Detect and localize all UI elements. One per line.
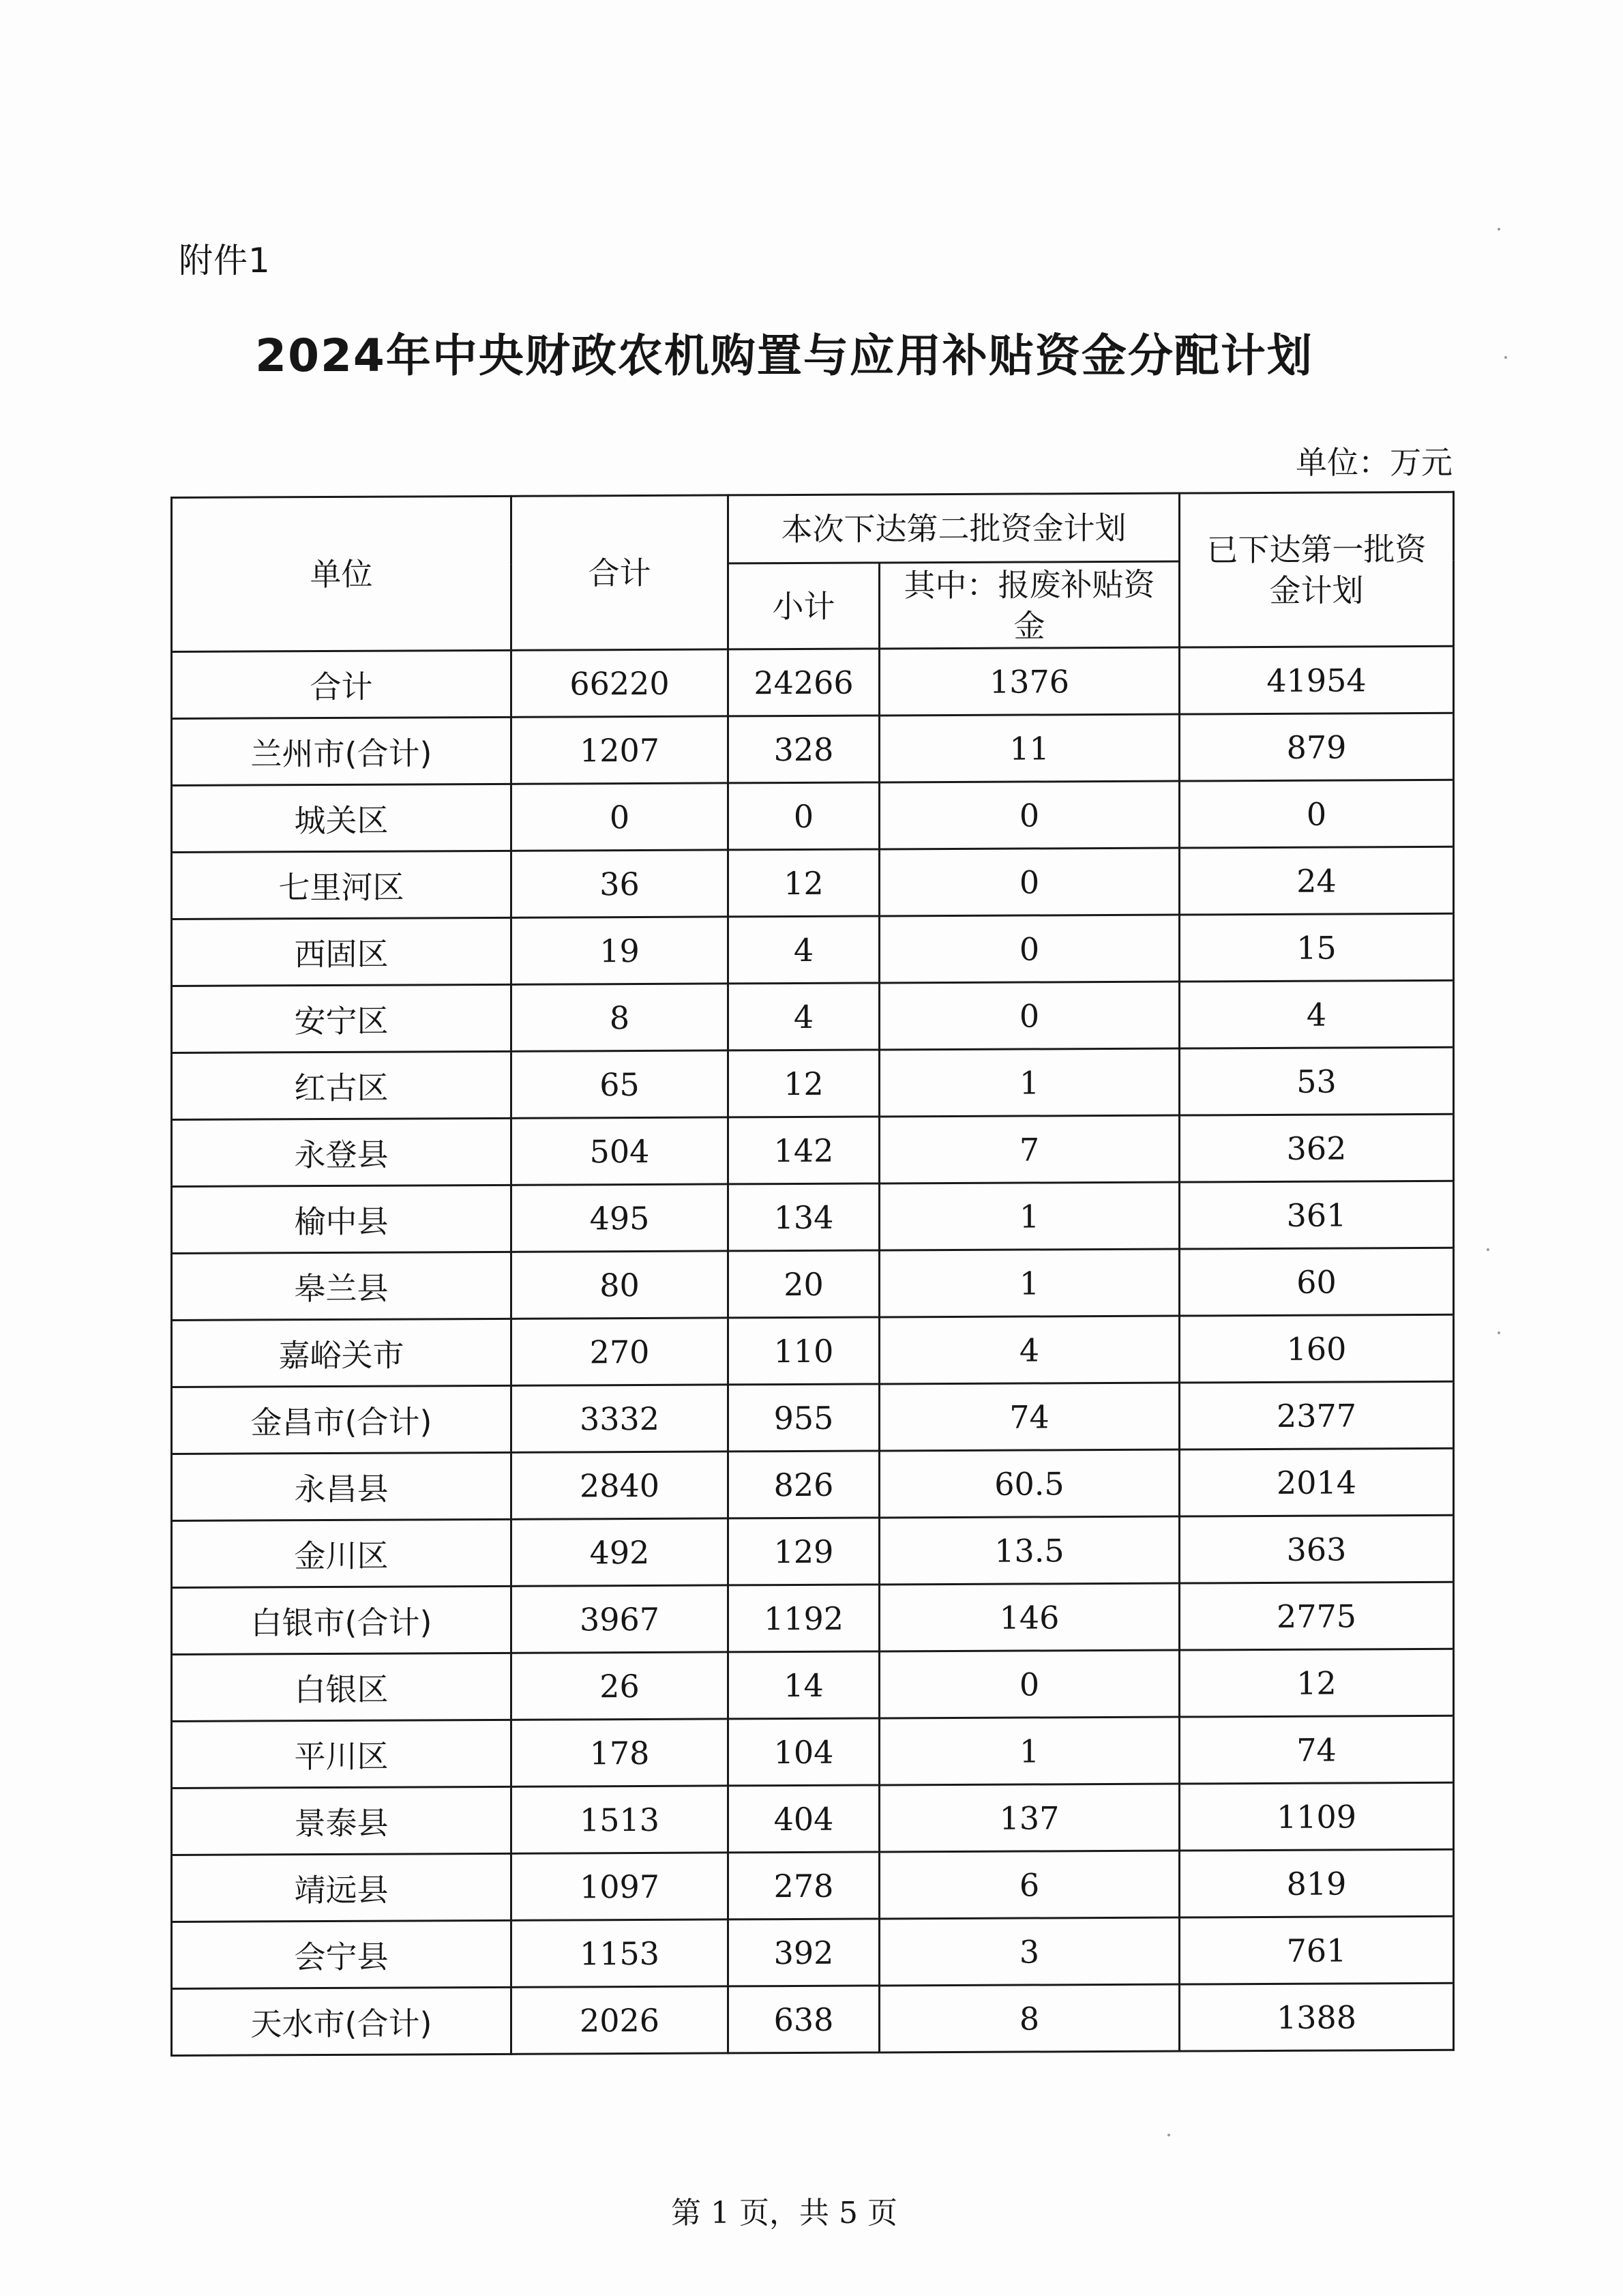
cell-scrap-subsidy: 1 <box>880 1717 1180 1785</box>
cell-subtotal: 20 <box>728 1250 880 1318</box>
cell-total: 1513 <box>511 1786 728 1853</box>
cell-subtotal: 129 <box>728 1518 880 1585</box>
cell-first-batch: 2775 <box>1180 1582 1454 1650</box>
cell-scrap-subsidy: 11 <box>880 714 1180 782</box>
cell-total: 270 <box>511 1318 728 1385</box>
cell-scrap-subsidy: 0 <box>880 848 1180 916</box>
scan-speck <box>1504 356 1507 359</box>
cell-subtotal: 278 <box>728 1852 880 1919</box>
cell-first-batch: 160 <box>1180 1314 1454 1383</box>
cell-unit-name: 榆中县 <box>172 1185 511 1253</box>
table-row <box>172 1047 1454 1119</box>
cell-subtotal: 12 <box>728 1050 880 1117</box>
cell-first-batch: 4 <box>1180 980 1454 1048</box>
cell-scrap-subsidy: 1376 <box>880 647 1180 716</box>
cell-total: 1097 <box>511 1853 728 1920</box>
table-row <box>172 780 1454 852</box>
header-subtotal: 小计 <box>728 563 880 649</box>
header-first-batch <box>1180 492 1454 647</box>
cell-total: 80 <box>511 1251 728 1319</box>
scan-speck <box>1487 1248 1489 1251</box>
table-row <box>172 847 1454 919</box>
cell-unit-name: 兰州市(合计) <box>172 717 511 785</box>
cell-subtotal: 0 <box>728 782 880 850</box>
cell-scrap-subsidy: 6 <box>880 1851 1180 1919</box>
cell-first-batch: 15 <box>1180 913 1454 982</box>
cell-unit-name: 城关区 <box>172 784 511 852</box>
cell-first-batch: 879 <box>1180 713 1454 781</box>
cell-unit-name: 白银区 <box>172 1653 511 1721</box>
cell-subtotal: 24266 <box>728 649 880 716</box>
header-second-batch: 本次下达第二批资金计划 <box>728 493 1180 563</box>
document-title: 2024年中央财政农机购置与应用补贴资金分配计划 <box>255 329 1313 382</box>
cell-first-batch: 41954 <box>1180 646 1454 714</box>
cell-subtotal: 4 <box>728 983 880 1050</box>
cell-unit-name: 七里河区 <box>172 851 511 919</box>
table-row <box>172 1448 1454 1520</box>
table-row <box>172 913 1454 986</box>
table-row <box>172 1515 1454 1587</box>
cell-scrap-subsidy: 0 <box>880 1650 1180 1718</box>
header-first-batch-label: 已下达第一批资金计划 <box>1206 530 1427 609</box>
cell-total: 0 <box>511 783 728 851</box>
table-row <box>172 1381 1454 1454</box>
cell-unit-name: 天水市(合计) <box>172 1987 511 2055</box>
table-row <box>172 646 1454 718</box>
cell-scrap-subsidy: 60.5 <box>880 1449 1180 1518</box>
scan-speck <box>1498 1331 1500 1334</box>
cell-total: 2840 <box>511 1452 728 1519</box>
cell-scrap-subsidy: 146 <box>880 1583 1180 1651</box>
cell-first-batch: 1388 <box>1180 1983 1454 2051</box>
cell-total: 26 <box>511 1652 728 1720</box>
cell-first-batch: 74 <box>1180 1716 1454 1784</box>
cell-total: 504 <box>511 1117 728 1185</box>
cell-unit-name: 皋兰县 <box>172 1252 511 1320</box>
table-row <box>172 1582 1454 1654</box>
cell-first-batch: 1109 <box>1180 1782 1454 1851</box>
cell-total: 8 <box>511 984 728 1051</box>
cell-unit-name: 金昌市(合计) <box>172 1385 511 1454</box>
cell-total: 66220 <box>511 649 728 717</box>
cell-scrap-subsidy: 0 <box>880 915 1180 983</box>
cell-scrap-subsidy: 3 <box>880 1917 1180 1986</box>
table-row <box>172 1248 1454 1320</box>
cell-first-batch: 361 <box>1180 1181 1454 1249</box>
cell-subtotal: 638 <box>728 1986 880 2053</box>
cell-scrap-subsidy: 4 <box>880 1316 1180 1384</box>
table-body <box>172 646 1454 2055</box>
cell-total: 65 <box>511 1050 728 1118</box>
cell-subtotal: 104 <box>728 1718 880 1786</box>
cell-unit-name: 白银市(合计) <box>172 1586 511 1654</box>
cell-first-batch: 761 <box>1180 1916 1454 1984</box>
table-row <box>172 1983 1454 2055</box>
table-row <box>172 1916 1454 1988</box>
cell-total: 3967 <box>511 1585 728 1653</box>
header-unit: 单位 <box>172 496 511 651</box>
cell-scrap-subsidy: 8 <box>880 1984 1180 2052</box>
table-row <box>172 713 1454 785</box>
table-row <box>172 1114 1454 1186</box>
cell-first-batch: 24 <box>1180 847 1454 915</box>
header-total: 合计 <box>511 495 728 650</box>
cell-subtotal: 404 <box>728 1785 880 1853</box>
cell-total: 36 <box>511 850 728 917</box>
cell-first-batch: 362 <box>1180 1114 1454 1182</box>
cell-total: 1207 <box>511 716 728 784</box>
cell-unit-name: 红古区 <box>172 1051 511 1119</box>
cell-scrap-subsidy: 13.5 <box>880 1516 1180 1585</box>
cell-first-batch: 60 <box>1180 1248 1454 1316</box>
header-scrap-subsidy <box>880 561 1180 649</box>
cell-first-batch: 53 <box>1180 1047 1454 1115</box>
cell-subtotal: 955 <box>728 1384 880 1452</box>
cell-scrap-subsidy: 1 <box>880 1249 1180 1317</box>
cell-subtotal: 12 <box>728 849 880 917</box>
cell-scrap-subsidy: 137 <box>880 1784 1180 1852</box>
cell-total: 178 <box>511 1719 728 1786</box>
cell-unit-name: 靖远县 <box>172 1853 511 1922</box>
cell-unit-name: 金川区 <box>172 1519 511 1587</box>
table-row <box>172 1649 1454 1721</box>
cell-scrap-subsidy: 0 <box>880 781 1180 849</box>
table-row <box>172 1314 1454 1387</box>
table-row <box>172 1782 1454 1855</box>
unit-note: 单位：万元 <box>1296 444 1453 481</box>
cell-subtotal: 110 <box>728 1317 880 1385</box>
cell-total: 495 <box>511 1184 728 1252</box>
cell-subtotal: 134 <box>728 1183 880 1251</box>
cell-total: 1153 <box>511 1919 728 1987</box>
table-row <box>172 1716 1454 1788</box>
cell-scrap-subsidy: 1 <box>880 1182 1180 1250</box>
cell-total: 2026 <box>511 1986 728 2054</box>
cell-subtotal: 142 <box>728 1117 880 1184</box>
cell-unit-name: 合计 <box>172 650 511 718</box>
cell-first-batch: 363 <box>1180 1515 1454 1583</box>
page-footer: 第 1 页，共 5 页 <box>671 2196 897 2231</box>
cell-unit-name: 平川区 <box>172 1720 511 1788</box>
cell-scrap-subsidy: 7 <box>880 1115 1180 1183</box>
cell-total: 19 <box>511 917 728 984</box>
header-scrap-subsidy-label: 其中：报废补贴资金 <box>904 565 1155 645</box>
cell-first-batch: 12 <box>1180 1649 1454 1717</box>
cell-subtotal: 4 <box>728 916 880 984</box>
cell-subtotal: 826 <box>728 1451 880 1518</box>
cell-first-batch: 2014 <box>1180 1448 1454 1516</box>
table-header <box>172 492 1454 651</box>
cell-unit-name: 安宁区 <box>172 984 511 1053</box>
table-row <box>172 1849 1454 1922</box>
scan-speck <box>1167 2134 1170 2136</box>
cell-total: 3332 <box>511 1385 728 1452</box>
cell-scrap-subsidy: 1 <box>880 1048 1180 1117</box>
cell-unit-name: 景泰县 <box>172 1786 511 1855</box>
cell-subtotal: 392 <box>728 1919 880 1986</box>
cell-unit-name: 西固区 <box>172 917 511 986</box>
cell-unit-name: 会宁县 <box>172 1920 511 1988</box>
cell-subtotal: 14 <box>728 1651 880 1719</box>
table-row <box>172 980 1454 1053</box>
cell-subtotal: 328 <box>728 716 880 783</box>
cell-scrap-subsidy: 74 <box>880 1383 1180 1451</box>
cell-scrap-subsidy: 0 <box>880 982 1180 1050</box>
cell-unit-name: 永昌县 <box>172 1452 511 1520</box>
table-row <box>172 1181 1454 1253</box>
cell-first-batch: 2377 <box>1180 1381 1454 1449</box>
attachment-label: 附件1 <box>179 241 271 280</box>
allocation-table <box>170 491 1455 2057</box>
cell-subtotal: 1192 <box>728 1585 880 1652</box>
cell-unit-name: 永登县 <box>172 1118 511 1186</box>
cell-first-batch: 819 <box>1180 1849 1454 1917</box>
cell-first-batch: 0 <box>1180 780 1454 848</box>
scan-speck <box>1498 228 1500 231</box>
cell-unit-name: 嘉峪关市 <box>172 1319 511 1387</box>
cell-total: 492 <box>511 1518 728 1586</box>
